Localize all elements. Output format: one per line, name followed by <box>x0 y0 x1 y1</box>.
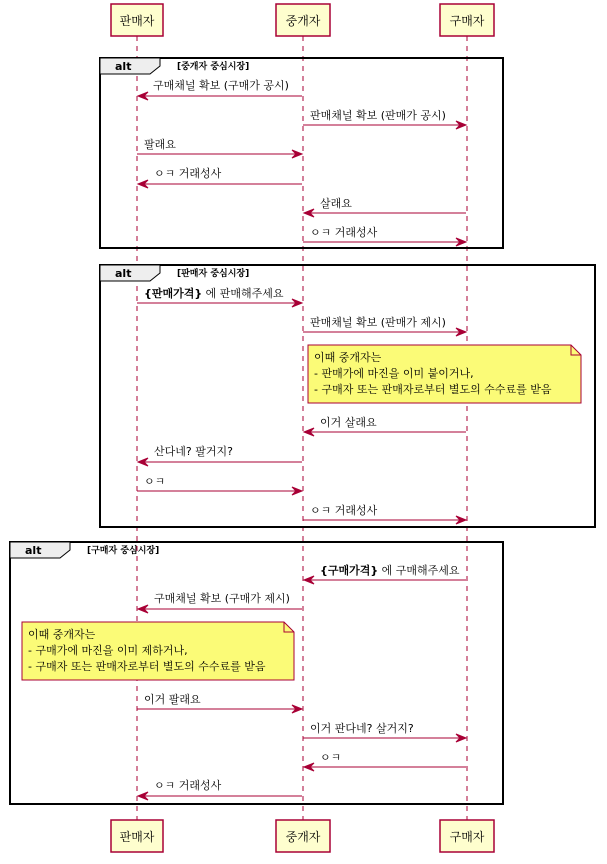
message[interactable] <box>304 415 466 436</box>
message-label: ㅇㅋ <box>144 475 166 488</box>
message[interactable] <box>138 78 302 100</box>
message[interactable] <box>303 503 466 524</box>
svg-text:{판매가격} 에 판매해주세요 <box>144 286 284 300</box>
message[interactable] <box>304 196 466 217</box>
message-label: ㅇㅋ <box>320 751 342 764</box>
participant-seller-top[interactable] <box>111 4 163 36</box>
message[interactable] <box>303 108 466 129</box>
message-label: ㅇㅋ 거래성사 <box>310 504 378 517</box>
message[interactable] <box>138 166 302 188</box>
participant-broker-top[interactable] <box>276 4 330 36</box>
message[interactable] <box>304 751 466 771</box>
message[interactable] <box>138 778 302 800</box>
note-line: 이때 중개자는 <box>314 351 382 364</box>
message-label: 판매채널 확보 (판매가 제시) <box>310 316 446 329</box>
message-label: 이거 살래요 <box>320 416 377 429</box>
message-label: ㅇㅋ 거래성사 <box>154 779 222 792</box>
alt-keyword: alt <box>115 267 132 280</box>
message-label: 판매채널 확보 (판매가 공시) <box>310 109 446 122</box>
alt-guard: [구매자 중심시장] <box>87 546 160 556</box>
participant-buyer-top[interactable] <box>440 4 494 36</box>
alt-keyword: alt <box>25 544 42 557</box>
message-label: 에 구매해주세요 <box>378 564 460 577</box>
message[interactable] <box>137 286 302 307</box>
message[interactable] <box>137 137 302 158</box>
message[interactable] <box>138 444 302 466</box>
participant-label: 구매자 <box>449 14 485 28</box>
participant-broker-bottom[interactable] <box>276 820 330 852</box>
message-label-bold: {판매가격} <box>144 287 203 300</box>
message-label: 이거 판다네? 살거지? <box>310 722 414 735</box>
message[interactable] <box>303 315 466 336</box>
note-line: - 구매자 또는 판매자로부터 별도의 수수료를 받음 <box>314 383 552 396</box>
note-line: - 구매가에 마진을 이미 제하거나, <box>28 644 188 657</box>
message[interactable] <box>137 692 302 713</box>
participant-label: 중개자 <box>285 830 321 844</box>
alt-guard: [중개자 중심시장] <box>177 62 250 72</box>
message-label: 살래요 <box>320 197 352 210</box>
participant-label: 구매자 <box>449 830 485 844</box>
note-line: 이때 중개자는 <box>28 628 96 641</box>
message-label: 산다네? 팔거지? <box>154 445 233 458</box>
message[interactable] <box>137 475 302 495</box>
message-label: 에 판매해주세요 <box>202 287 284 300</box>
message[interactable] <box>303 721 466 742</box>
note-seller-market <box>308 345 581 403</box>
message-label: 이거 팔래요 <box>144 693 201 706</box>
message-label: 구매채널 확보 (구매가 공시) <box>153 79 289 92</box>
participant-seller-bottom[interactable] <box>111 820 163 852</box>
message[interactable] <box>138 591 302 613</box>
participant-buyer-bottom[interactable] <box>440 820 494 852</box>
message-label: 구매채널 확보 (구매가 제시) <box>154 592 290 605</box>
message-label: 팔래요 <box>144 138 176 151</box>
alt-keyword: alt <box>115 60 132 73</box>
note-line: - 판매가에 마진을 이미 붙이거나, <box>314 367 474 380</box>
participant-label: 판매자 <box>119 14 155 28</box>
participant-label: 판매자 <box>119 830 155 844</box>
svg-text:{구매가격} 에 구매해주세요 <box>320 563 460 577</box>
participant-label: 중개자 <box>285 14 321 28</box>
note-line: - 구매자 또는 판매자로부터 별도의 수수료를 받음 <box>28 660 266 673</box>
note-buyer-market <box>22 622 294 680</box>
message-label: ㅇㅋ 거래성사 <box>310 226 378 239</box>
message[interactable] <box>303 225 466 246</box>
message[interactable] <box>304 563 466 584</box>
alt-guard: [판매자 중심시장] <box>177 269 250 279</box>
message-label: ㅇㅋ 거래성사 <box>154 167 222 180</box>
message-label-bold: {구매가격} <box>320 564 379 577</box>
